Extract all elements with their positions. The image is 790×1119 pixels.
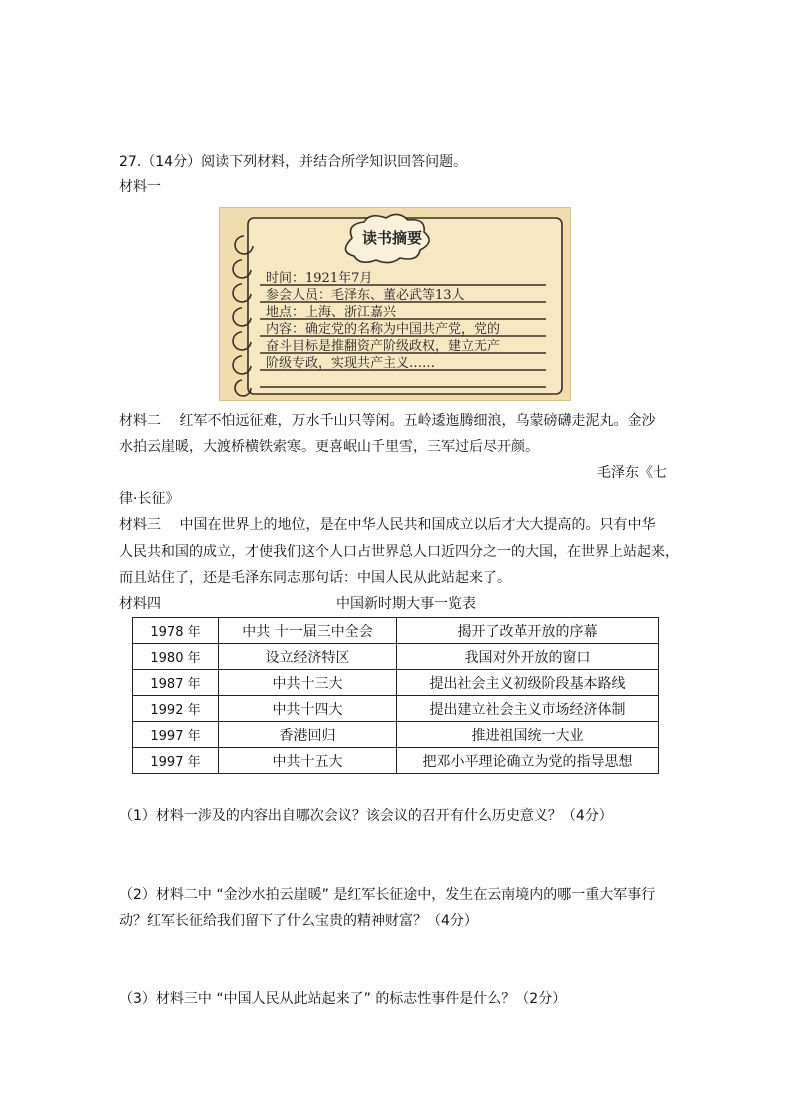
card-line: 奋斗目标是推翻资产阶级政权，建立无产 (266, 339, 501, 354)
question-header: 27.（14分）阅读下列材料，并结合所学知识回答问题。 (119, 154, 468, 170)
table-cell: 中共十五大 (219, 748, 397, 774)
question-2: 动？红军长征给我们留下了什么宝贵的精神财富？（4分） (119, 913, 478, 929)
table-cell: 揭开了改革开放的序幕 (397, 618, 659, 644)
events-table (132, 617, 659, 774)
card-line: 阶级专政，实现共产主义…… (266, 356, 436, 371)
table-cell: 我国对外开放的窗口 (397, 644, 659, 670)
material2-source: 律·长征》 (119, 491, 180, 507)
question-3: （3）材料三中 “中国人民从此站起来了” 的标志性事件是什么？（2分） (119, 991, 567, 1007)
card-line: 参会人员：毛泽东、董必武等13人 (266, 288, 465, 303)
table-title: 中国新时期大事一览表 (336, 596, 476, 612)
material3-line: 材料三 中国在世界上的地位，是在中华人民共和国成立以后才大大提高的。只有中华 (119, 517, 656, 533)
material3-line: 而且站住了，还是毛泽东同志那句话：中国人民从此站起来了。 (119, 570, 511, 586)
table-cell: 1997 年 (133, 722, 219, 748)
table-cell: 提出建立社会主义市场经济体制 (397, 696, 659, 722)
table-cell: 中共十三大 (219, 670, 397, 696)
table-cell: 提出社会主义初级阶段基本路线 (397, 670, 659, 696)
table-row (133, 722, 659, 748)
table-cell: 1980 年 (133, 644, 219, 670)
table-row (133, 748, 659, 774)
table-row (133, 670, 659, 696)
material2-source: 毛泽东《七 (597, 465, 667, 481)
card-line: 时间：1921年7月 (266, 271, 373, 286)
table-cell: 中共十四大 (219, 696, 397, 722)
table-cell: 1987 年 (133, 670, 219, 696)
question-1: （1）材料一涉及的内容出自哪次会议？该会议的召开有什么历史意义？（4分） (119, 808, 613, 824)
material2-line: 水拍云崖暖，大渡桥横铁索寒。更喜岷山千里雪，三军过后尽开颜。 (119, 439, 539, 455)
table-cell: 1997 年 (133, 748, 219, 774)
card-line: 地点：上海、浙江嘉兴 (266, 305, 397, 320)
material3-line: 人民共和国的成立，才使我们这个人口占世界总人口近四分之一的大国，在世界上站起来， (119, 544, 679, 560)
card-line: 内容：确定党的名称为中国共产党，党的 (266, 322, 501, 337)
table-row (133, 644, 659, 670)
table-cell: 1978 年 (133, 618, 219, 644)
material2-line: 材料二 红军不怕远征难，万水千山只等闲。五岭逶迤腾细浪，乌蒙磅礴走泥丸。金沙 (119, 413, 656, 429)
table-cell: 中共 十一届三中全会 (219, 618, 397, 644)
table-cell: 设立经济特区 (219, 644, 397, 670)
table-row (133, 696, 659, 722)
card-title: 读书摘要 (361, 229, 422, 247)
table-cell: 香港回归 (219, 722, 397, 748)
material1-label: 材料一 (119, 179, 161, 195)
material4-label: 材料四 (119, 596, 161, 612)
question-2: （2）材料二中 “金沙水拍云崖暖” 是红军长征途中，发生在云南境内的哪一重大军事行 (119, 887, 656, 903)
table-cell: 推进祖国统一大业 (397, 722, 659, 748)
reading-notes-card (219, 207, 571, 401)
table-cell: 把邓小平理论确立为党的指导思想 (397, 748, 659, 774)
table-cell: 1992 年 (133, 696, 219, 722)
table-row (133, 618, 659, 644)
